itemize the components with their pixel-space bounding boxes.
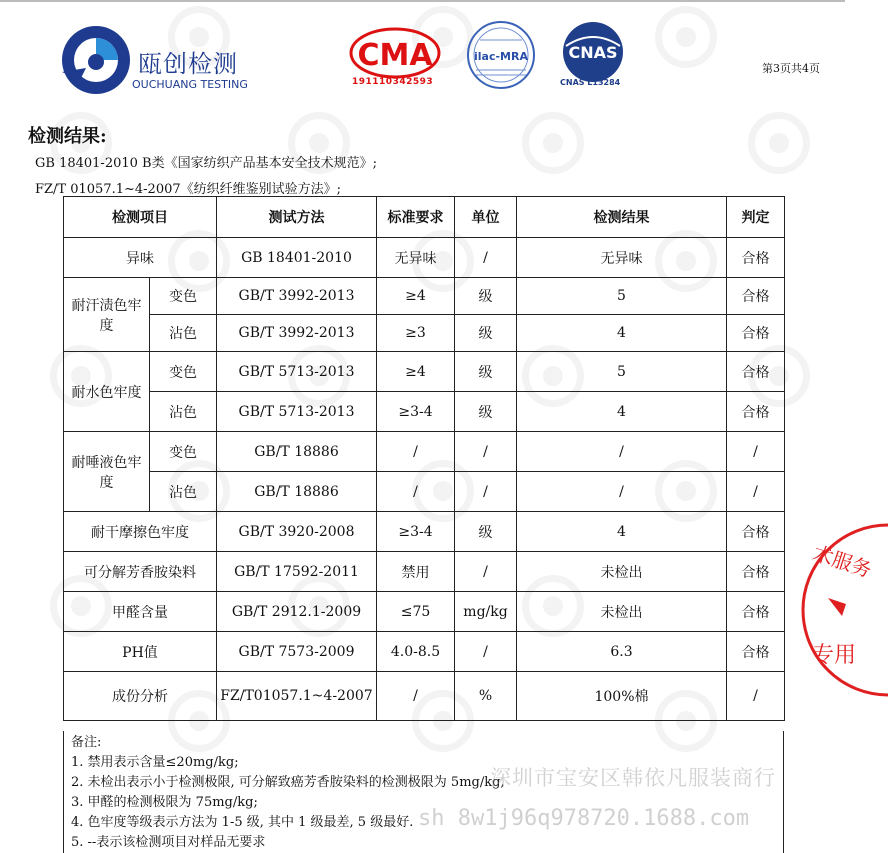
table-row bbox=[64, 278, 785, 315]
ouchuang-logo-icon bbox=[56, 22, 134, 98]
table-row bbox=[64, 672, 785, 721]
requirement-cell: 4.0-8.5 bbox=[377, 632, 455, 672]
result-cell: 4 bbox=[517, 392, 727, 432]
header-method: 测试方法 bbox=[217, 197, 377, 238]
standard-line-1: GB 18401-2010 B类《国家纺织产品基本安全技术规范》; bbox=[35, 156, 377, 171]
shop-watermark: 深圳市宝安区韩依凡服装商行 bbox=[490, 766, 776, 790]
result-cell: 5 bbox=[517, 352, 727, 392]
unit-cell: 级 bbox=[455, 352, 517, 392]
note-line: 4. 色牢度等级表示方法为 1-5 级, 其中 1 级最差, 5 级最好. bbox=[71, 815, 414, 830]
stamp-text-bottom: 专用 bbox=[812, 643, 857, 668]
method-cell: GB/T 18886 bbox=[217, 472, 377, 512]
header-verdict: 判定 bbox=[727, 197, 785, 238]
subitem-cell: 变色 bbox=[150, 352, 217, 392]
standard-line-2: FZ/T 01057.1~4-2007《纺织纤维鉴别试验方法》; bbox=[35, 182, 342, 197]
unit-cell: / bbox=[455, 552, 517, 592]
verdict-cell: 合格 bbox=[727, 352, 785, 392]
subitem-cell: 沾色 bbox=[150, 392, 217, 432]
requirement-cell: / bbox=[377, 472, 455, 512]
unit-cell: mg/kg bbox=[455, 592, 517, 632]
item-cell: 甲醛含量 bbox=[64, 592, 217, 632]
table-row bbox=[64, 472, 785, 512]
verdict-cell: / bbox=[727, 432, 785, 472]
unit-cell: % bbox=[455, 672, 517, 721]
unit-cell: / bbox=[455, 238, 517, 278]
cnas-number: CNAS L13284 bbox=[560, 78, 621, 87]
result-cell: / bbox=[517, 432, 727, 472]
top-border-line bbox=[0, 0, 845, 2]
item-cell: 可分解芳香胺染料 bbox=[64, 552, 217, 592]
header-result: 检测结果 bbox=[517, 197, 727, 238]
subitem-cell: 沾色 bbox=[150, 315, 217, 352]
item-cell: 耐水色牢度 bbox=[64, 352, 150, 432]
page-indicator: 第3页共4页 bbox=[762, 62, 820, 75]
verdict-cell: 合格 bbox=[727, 315, 785, 352]
method-cell: GB/T 3992-2013 bbox=[217, 278, 377, 315]
verdict-cell: 合格 bbox=[727, 592, 785, 632]
requirement-cell: / bbox=[377, 672, 455, 721]
item-cell: 异味 bbox=[64, 238, 217, 278]
item-cell: 耐唾液色牢度 bbox=[64, 432, 150, 512]
watermark-logo-icon bbox=[655, 6, 717, 68]
header-item: 检测项目 bbox=[64, 197, 217, 238]
method-cell: GB/T 18886 bbox=[217, 432, 377, 472]
result-cell: 未检出 bbox=[517, 592, 727, 632]
requirement-cell: ≥3 bbox=[377, 315, 455, 352]
requirement-cell: ≥4 bbox=[377, 352, 455, 392]
cnas-label: CNAS bbox=[568, 43, 618, 62]
unit-cell: 级 bbox=[455, 278, 517, 315]
ilac-label: ilac-MRA bbox=[474, 50, 528, 63]
verdict-cell: 合格 bbox=[727, 552, 785, 592]
table-row bbox=[64, 392, 785, 432]
item-cell: 耐汗渍色牢度 bbox=[64, 278, 150, 352]
url-watermark: sh 8w1j96q978720.1688.com bbox=[418, 806, 750, 831]
table-row bbox=[64, 238, 785, 278]
table-row bbox=[64, 352, 785, 392]
note-line: 1. 禁用表示含量≤20mg/kg; bbox=[71, 755, 239, 770]
verdict-cell: / bbox=[727, 472, 785, 512]
notes-section bbox=[63, 731, 784, 853]
method-cell: GB/T 3920-2008 bbox=[217, 512, 377, 552]
result-cell: 未检出 bbox=[517, 552, 727, 592]
verdict-cell: 合格 bbox=[727, 392, 785, 432]
subitem-cell: 沾色 bbox=[150, 472, 217, 512]
requirement-cell: ≥3-4 bbox=[377, 392, 455, 432]
method-cell: GB/T 17592-2011 bbox=[217, 552, 377, 592]
method-cell: GB 18401-2010 bbox=[217, 238, 377, 278]
notes-title: 备注: bbox=[71, 735, 102, 750]
verdict-cell: 合格 bbox=[727, 278, 785, 315]
table-row bbox=[64, 512, 785, 552]
method-cell: GB/T 7573-2009 bbox=[217, 632, 377, 672]
method-cell: FZ/T01057.1~4-2007 bbox=[217, 672, 377, 721]
result-cell: 无异味 bbox=[517, 238, 727, 278]
table-row bbox=[64, 432, 785, 472]
method-cell: GB/T 2912.1-2009 bbox=[217, 592, 377, 632]
result-cell: 4 bbox=[517, 512, 727, 552]
method-cell: GB/T 3992-2013 bbox=[217, 315, 377, 352]
test-results-table bbox=[63, 196, 785, 721]
requirement-cell: / bbox=[377, 432, 455, 472]
table-header-row bbox=[64, 197, 785, 238]
table-row bbox=[64, 315, 785, 352]
requirement-cell: ≥3-4 bbox=[377, 512, 455, 552]
requirement-cell: 禁用 bbox=[377, 552, 455, 592]
requirement-cell: ≥4 bbox=[377, 278, 455, 315]
stamp-text-top: 术服务 bbox=[810, 540, 875, 583]
unit-cell: 级 bbox=[455, 512, 517, 552]
cma-number: 191110342593 bbox=[352, 77, 434, 87]
red-seal-stamp-icon bbox=[808, 520, 888, 700]
header-unit: 单位 bbox=[455, 197, 517, 238]
subitem-cell: 变色 bbox=[150, 278, 217, 315]
watermark-logo-icon bbox=[748, 112, 810, 174]
item-cell: 耐干摩擦色牢度 bbox=[64, 512, 217, 552]
unit-cell: / bbox=[455, 632, 517, 672]
verdict-cell: 合格 bbox=[727, 238, 785, 278]
result-cell: 5 bbox=[517, 278, 727, 315]
note-line: 3. 甲醛的检测极限为 75mg/kg; bbox=[71, 795, 258, 810]
watermark-logo-icon bbox=[522, 112, 584, 174]
unit-cell: 级 bbox=[455, 315, 517, 352]
item-cell: 成份分析 bbox=[64, 672, 217, 721]
table-row bbox=[64, 552, 785, 592]
ilac-mra-icon bbox=[462, 20, 540, 90]
header-requirement: 标准要求 bbox=[377, 197, 455, 238]
verdict-cell: 合格 bbox=[727, 512, 785, 552]
table-row bbox=[64, 592, 785, 632]
table-row bbox=[64, 632, 785, 672]
verdict-cell: 合格 bbox=[727, 632, 785, 672]
ouchuang-logo bbox=[56, 22, 276, 102]
unit-cell: 级 bbox=[455, 392, 517, 432]
verdict-cell: / bbox=[727, 672, 785, 721]
method-cell: GB/T 5713-2013 bbox=[217, 352, 377, 392]
unit-cell: / bbox=[455, 472, 517, 512]
section-heading: 检测结果: bbox=[28, 126, 107, 147]
requirement-cell: 无异味 bbox=[377, 238, 455, 278]
result-cell: / bbox=[517, 472, 727, 512]
result-cell: 6.3 bbox=[517, 632, 727, 672]
result-cell: 4 bbox=[517, 315, 727, 352]
logo-chinese-name: 瓯创检测 bbox=[138, 50, 238, 78]
logo-english-name: OUCHUANG TESTING bbox=[132, 78, 248, 91]
note-line: 2. 未检出表示小于检测极限, 可分解致癌芳香胺染料的检测极限为 5mg/kg, bbox=[71, 775, 505, 790]
unit-cell: / bbox=[455, 432, 517, 472]
item-cell: PH值 bbox=[64, 632, 217, 672]
method-cell: GB/T 5713-2013 bbox=[217, 392, 377, 432]
svg-text:CMA: CMA bbox=[357, 38, 433, 73]
result-cell: 100%棉 bbox=[517, 672, 727, 721]
requirement-cell: ≤75 bbox=[377, 592, 455, 632]
note-line: 5. --表示该检测项目对样品无要求 bbox=[71, 835, 266, 850]
subitem-cell: 变色 bbox=[150, 432, 217, 472]
